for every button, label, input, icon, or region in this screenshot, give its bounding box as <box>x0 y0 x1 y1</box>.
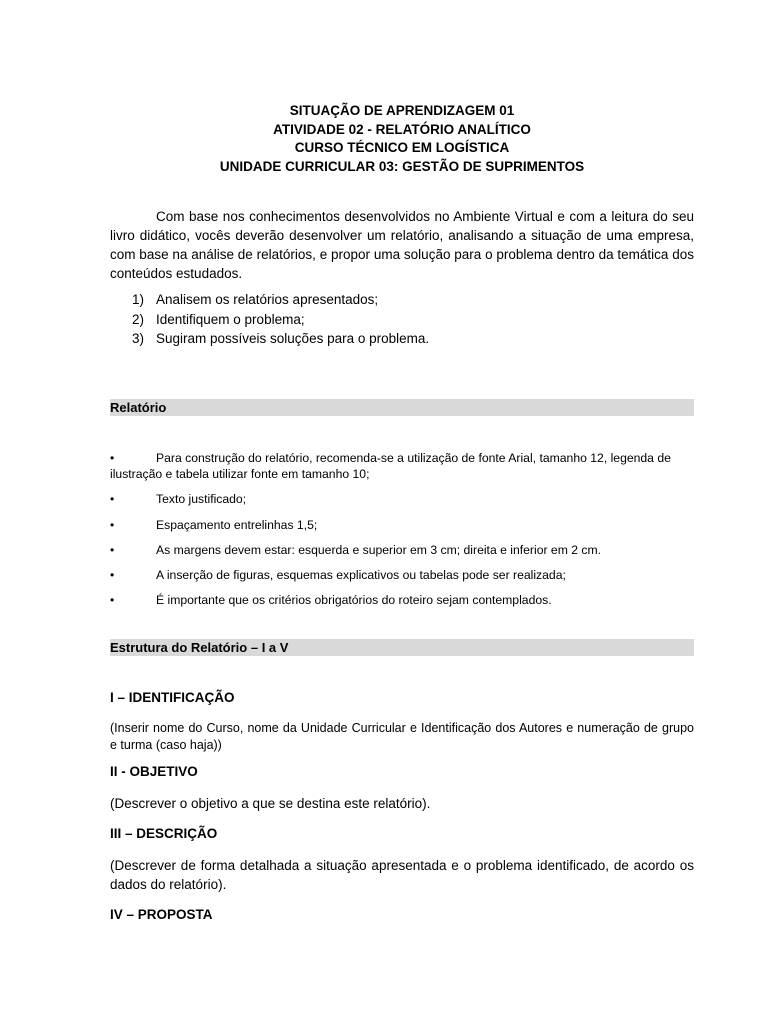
bullet-icon <box>110 542 120 558</box>
bullet-icon <box>110 567 120 583</box>
section-title-objetivo: II - OBJETIVO <box>110 764 198 779</box>
step-text: Identifiquem o problema; <box>156 311 305 327</box>
header-line-1: SITUAÇÃO DE APRENDIZAGEM 01 <box>289 103 515 118</box>
bullet-icon <box>110 491 120 507</box>
section-desc-objetivo: (Descrever o objetivo a que se destina este relatório). <box>110 796 431 811</box>
bullet-text: Para construção do relatório, recomenda-se a utilização de fonte Arial, tamanho 12, legenda de ilustração e tabela utilizar fonte em tamanho 10; <box>110 451 671 481</box>
steps-list <box>132 290 692 349</box>
bullet-icon <box>110 450 120 466</box>
list-item <box>132 329 692 349</box>
list-item <box>132 310 692 330</box>
bullet-icon <box>110 517 120 533</box>
bullet-text: É importante que os critérios obrigatórios do roteiro sejam contemplados. <box>156 593 552 607</box>
bullet-text: Espaçamento entrelinhas 1,5; <box>156 518 318 532</box>
header-line-4: UNIDADE CURRICULAR 03: GESTÃO DE SUPRIMENTOS <box>219 158 585 174</box>
section-title-proposta: IV – PROPOSTA <box>110 907 213 922</box>
section-title-identificacao: I – IDENTIFICAÇÃO <box>110 690 235 705</box>
list-item <box>110 491 694 507</box>
bullet-text: A inserção de figuras, esquemas explicativos ou tabelas pode ser realizada; <box>156 568 566 582</box>
section-desc-identificacao: (Inserir nome do Curso, nome da Unidade Curricular e Identificação dos Autores e numeração de grupo e turma (caso haja)) <box>110 721 694 752</box>
estrutura-heading: Estrutura do Relatório – I a V <box>110 639 694 656</box>
step-number: 2) <box>132 311 145 327</box>
list-item <box>110 592 694 608</box>
list-item <box>110 542 694 558</box>
intro-paragraph: Com base nos conhecimentos desenvolvidos no Ambiente Virtual e com a leitura do seu livro didático, vocês deverão desenvolver um relatório, analisando a situação de uma empresa, com base na análise de relatórios, e propor uma solução para o problema dentro da temática dos conteúdos estudados. <box>110 209 694 281</box>
document-header <box>110 102 694 176</box>
list-item <box>110 517 694 533</box>
bullet-text: As margens devem estar: esquerda e superior em 3 cm; direita e inferior em 2 cm. <box>156 543 602 557</box>
list-item <box>132 290 692 310</box>
header-line-2: ATIVIDADE 02 - RELATÓRIO ANALÍTICO <box>273 121 531 137</box>
bullet-text: Texto justificado; <box>156 492 247 506</box>
header-line-3: CURSO TÉCNICO EM LOGÍSTICA <box>294 140 510 155</box>
step-text: Sugiram possíveis soluções para o problema. <box>156 331 430 346</box>
list-item <box>110 450 694 482</box>
section-title-descricao: III – DESCRIÇÃO <box>110 826 218 841</box>
step-number: 1) <box>132 292 145 307</box>
section-desc-descricao: (Descrever de forma detalhada a situação apresentada e o problema identificado, de acordo os dados do relatório). <box>110 858 694 892</box>
step-text: Analisem os relatórios apresentados; <box>156 292 379 307</box>
step-number: 3) <box>132 331 145 346</box>
list-item <box>110 567 694 583</box>
relatorio-heading: Relatório <box>110 399 694 416</box>
bullet-icon <box>110 592 120 608</box>
